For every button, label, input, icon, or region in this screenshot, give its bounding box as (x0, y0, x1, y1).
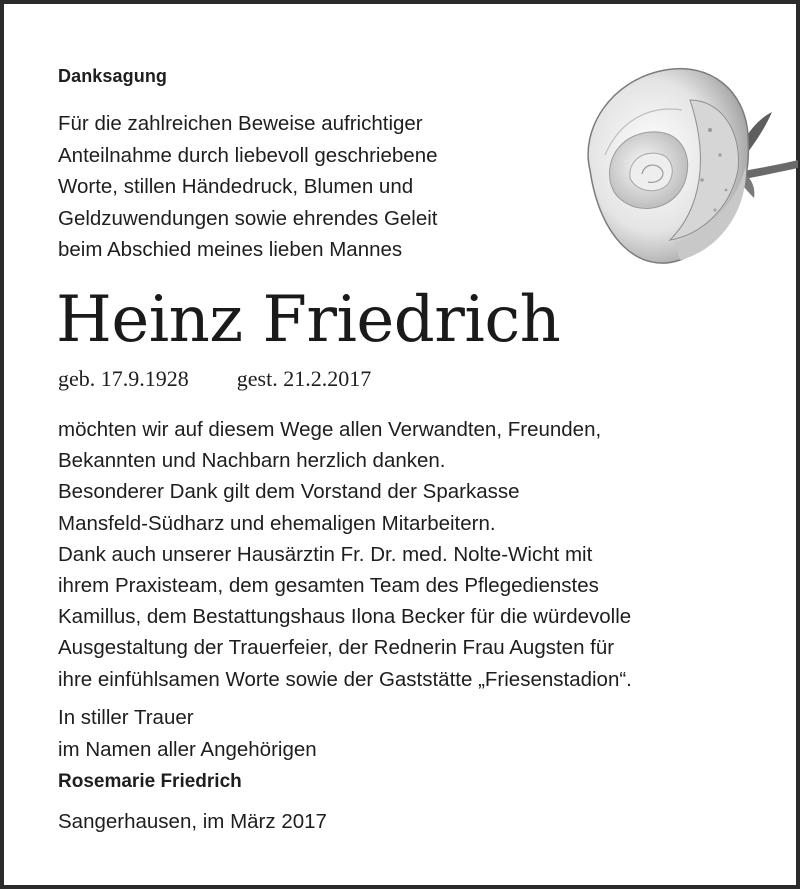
intro-paragraph (58, 108, 558, 266)
body-line: Dank auch unserer Hausärztin Fr. Dr. med. Nolte-Wicht mit (58, 542, 593, 566)
body-line: Mansfeld-Südharz und ehemaligen Mitarbeitern. (58, 511, 496, 535)
place-date: Sangerhausen, im März 2017 (58, 810, 327, 833)
signer-name: Rosemarie Friedrich (58, 771, 242, 792)
body-line: ihre einfühlsamen Worte sowie der Gaststätte „Friesenstadion“. (58, 667, 632, 691)
closing-block (58, 702, 317, 798)
death-date: gest. 21.2.2017 (236, 366, 372, 391)
body-line: Besonderer Dank gilt dem Vorstand der Sparkasse (58, 480, 520, 504)
body-line: möchten wir auf diesem Wege allen Verwandten, Freunden, (58, 418, 602, 441)
notice-heading: Danksagung (58, 66, 168, 86)
life-dates (58, 366, 371, 392)
white-rose-icon (570, 60, 800, 270)
body-line: Ausgestaltung der Trauerfeier, der Rednerin Frau Augsten für (58, 636, 615, 660)
body-line: Kamillus, dem Bestattungshaus Ilona Becker für die würdevolle (58, 605, 632, 629)
body-line: Bekannten und Nachbarn herzlich danken. (58, 449, 446, 473)
intro-line: Für die zahlreichen Beweise aufrichtiger (58, 112, 423, 135)
body-line: ihrem Praxisteam, dem gesamten Team des Pflegedienstes (58, 574, 599, 598)
closing-line: im Namen aller Angehörigen (58, 738, 317, 761)
deceased-name: Heinz Friedrich (56, 283, 561, 357)
thanks-paragraph (58, 414, 778, 695)
intro-line: Anteilnahme durch liebevoll geschriebene (58, 143, 438, 167)
intro-line: Geldzuwendungen sowie ehrendes Geleit (58, 206, 438, 230)
closing-line: In stiller Trauer (58, 706, 194, 729)
intro-line: beim Abschied meines lieben Mannes (58, 238, 403, 261)
intro-line: Worte, stillen Händedruck, Blumen und (58, 175, 414, 198)
birth-date: geb. 17.9.1928 (58, 366, 189, 391)
